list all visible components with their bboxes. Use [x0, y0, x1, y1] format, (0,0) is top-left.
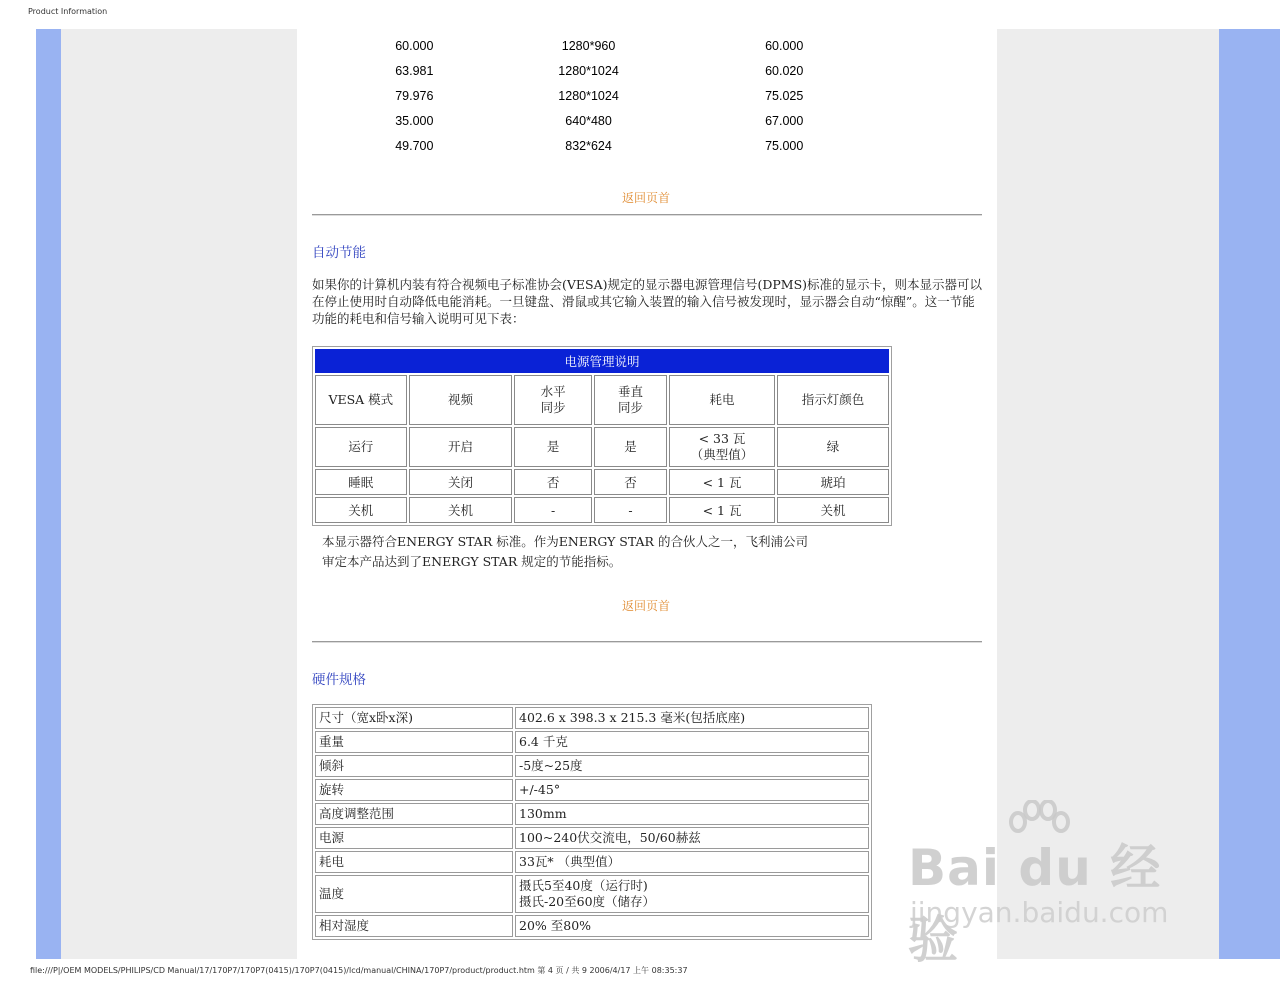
- table-row: [350, 58, 870, 83]
- v-sync-cell: -: [594, 497, 667, 523]
- header-vesa-mode: VESA 模式: [315, 375, 407, 425]
- resolution-cell: 1280*1024: [558, 63, 619, 78]
- h-freq-cell: 79.976: [395, 88, 434, 103]
- table-row: [315, 469, 889, 495]
- table-row: [350, 108, 870, 133]
- mode-cell: 关机: [315, 497, 407, 523]
- spec-value: 130mm: [515, 803, 869, 825]
- v-freq-cell: 75.000: [765, 138, 804, 153]
- table-row: [315, 875, 869, 913]
- spec-value: +/-45°: [515, 779, 869, 801]
- right-blue-band: [1219, 29, 1280, 959]
- divider: [312, 641, 982, 643]
- h-freq-cell: 63.981: [395, 63, 434, 78]
- table-row: [315, 803, 869, 825]
- video-cell: 开启: [409, 427, 513, 467]
- mode-cell: 运行: [315, 427, 407, 467]
- h-freq-cell: 60.000: [395, 38, 434, 53]
- spec-label: 尺寸（宽x卧x深): [315, 707, 513, 729]
- spec-label: 耗电: [315, 851, 513, 873]
- h-sync-cell: -: [514, 497, 591, 523]
- right-gray-band: [997, 29, 1219, 959]
- v-sync-cell: 否: [594, 469, 667, 495]
- table-row: [315, 731, 869, 753]
- header-led-color: 指示灯颜色: [777, 375, 889, 425]
- spec-value: 100~240伏交流电，50/60赫兹: [515, 827, 869, 849]
- spec-label: 重量: [315, 731, 513, 753]
- resolution-cell: 1280*1024: [558, 88, 619, 103]
- spec-label: 相对湿度: [315, 915, 513, 937]
- power-saving-title: 自动节能: [312, 245, 366, 261]
- spec-label: 高度调整范围: [315, 803, 513, 825]
- spec-label: 电源: [315, 827, 513, 849]
- table-row: [315, 707, 869, 729]
- page-header-title: Product Information: [28, 7, 108, 16]
- watermark-url: jingyan.baidu.com: [910, 896, 1169, 929]
- video-cell: 关闭: [409, 469, 513, 495]
- header-video: 视频: [409, 375, 513, 425]
- resolution-cell: 640*480: [565, 113, 612, 128]
- led-cell: 绿: [777, 427, 889, 467]
- table-row: [315, 827, 869, 849]
- v-freq-cell: 60.020: [765, 63, 804, 78]
- spec-value: 33瓦* （典型值）: [515, 851, 869, 873]
- header-v-sync: 垂直 同步: [594, 375, 667, 425]
- table-row: [350, 133, 870, 158]
- hardware-title: 硬件规格: [312, 672, 366, 688]
- v-freq-cell: 67.000: [765, 113, 804, 128]
- spec-value: 6.4 千克: [515, 731, 869, 753]
- energy-star-line: 本显示器符合ENERGY STAR 标准。作为ENERGY STAR 的合伙人之一，飞利浦公司: [322, 534, 808, 549]
- resolution-cell: 1280*960: [561, 38, 616, 53]
- back-to-top-link[interactable]: 返回页首: [622, 599, 671, 613]
- header-power: 耗电: [669, 375, 775, 425]
- spec-label: 倾斜: [315, 755, 513, 777]
- timing-table: [350, 33, 870, 158]
- power-saving-paragraph: 如果你的计算机内装有符合视频电子标准协会(VESA)规定的显示器电源管理信号(DPMS)标准的显示卡，则本显示器可以在停止使用时自动降低电能消耗。一旦键盘、滑鼠或其它输入装置的输入信号被发现时，显示器会自动“惊醒”。这一节能功能的耗电和信号输入说明可见下表：: [312, 277, 983, 326]
- table-row: [315, 851, 869, 873]
- spec-value: 摄氏5至40度（运行时) 摄氏-20至60度（储存）: [515, 875, 869, 913]
- table-row: [315, 779, 869, 801]
- energy-star-note: [322, 532, 862, 572]
- hardware-spec-table: [312, 704, 872, 940]
- left-gray-band: [61, 29, 297, 959]
- divider: [312, 214, 982, 216]
- spec-value: 20% 至80%: [515, 915, 869, 937]
- power-cell: < 33 瓦 （典型值）: [669, 427, 775, 467]
- page-footer: file:///P|/OEM MODELS/PHILIPS/CD Manual/17/170P7/170P7(0415)/170P7(0415)/lcd/manual/CHINA/170P7/product/product.htm 第 4 页 / 共 9 2006/4/17 上午 08:35:37: [30, 966, 688, 975]
- resolution-cell: 832*624: [565, 138, 612, 153]
- mode-cell: 睡眠: [315, 469, 407, 495]
- table-row: [315, 915, 869, 937]
- header-h-sync: 水平 同步: [514, 375, 591, 425]
- led-cell: 琥珀: [777, 469, 889, 495]
- table-row: [315, 755, 869, 777]
- power-cell: < 1 瓦: [669, 497, 775, 523]
- energy-star-line: 审定本产品达到了ENERGY STAR 规定的节能指标。: [322, 554, 622, 569]
- led-cell: 关机: [777, 497, 889, 523]
- table-row: [315, 497, 889, 523]
- v-sync-cell: 是: [594, 427, 667, 467]
- spec-label: 旋转: [315, 779, 513, 801]
- video-cell: 关机: [409, 497, 513, 523]
- v-freq-cell: 75.025: [765, 88, 804, 103]
- spec-value: 402.6 x 398.3 x 215.3 毫米(包括底座): [515, 707, 869, 729]
- h-sync-cell: 是: [514, 427, 591, 467]
- watermark-brand: Bai du 经验: [908, 839, 1162, 969]
- back-to-top-link[interactable]: 返回页首: [622, 191, 671, 205]
- h-freq-cell: 35.000: [395, 113, 434, 128]
- v-freq-cell: 60.000: [765, 38, 804, 53]
- spec-label: 温度: [315, 875, 513, 913]
- power-management-table: [312, 346, 892, 526]
- power-table-caption: 电源管理说明: [315, 349, 889, 373]
- left-blue-band: [36, 29, 61, 959]
- table-row: [315, 427, 889, 467]
- h-freq-cell: 49.700: [395, 138, 434, 153]
- table-row: [350, 83, 870, 108]
- h-sync-cell: 否: [514, 469, 591, 495]
- spec-value: -5度~25度: [515, 755, 869, 777]
- power-cell: < 1 瓦: [669, 469, 775, 495]
- table-header-row: [315, 375, 889, 425]
- table-row: [350, 33, 870, 58]
